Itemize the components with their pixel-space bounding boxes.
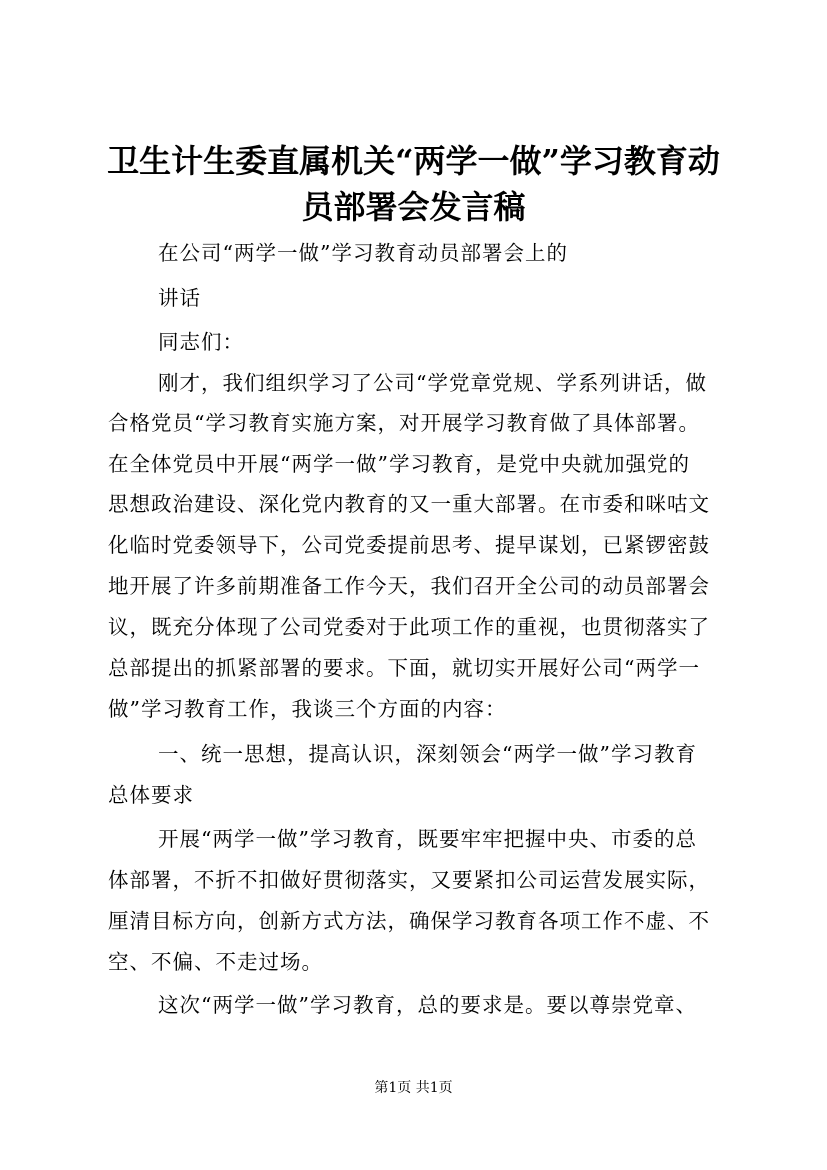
body-line: 在公司“两学一做”学习教育动员部署会上的 bbox=[158, 241, 568, 265]
body-line: 思想政治建设、深化党内教育的又一重大部署。在市委和咪咕文 bbox=[108, 492, 710, 516]
body-line: 开展“两学一做”学习教育，既要牢牢把握中央、市委的总 bbox=[158, 827, 697, 851]
title-line-2: 员部署会发言稿 bbox=[301, 188, 526, 226]
title-line-1: 卫生计生委直属机关“两学一做”学习教育动 bbox=[107, 142, 720, 180]
body-line: 同志们： bbox=[158, 330, 244, 354]
body-line: 化临时党委领导下，公司党委提前思考、提早谋划，已紧锣密鼓 bbox=[108, 533, 710, 557]
body-line: 议，既充分体现了公司党委对于此项工作的重视，也贯彻落实了 bbox=[108, 615, 710, 639]
body-line: 这次“两学一做”学习教育，总的要求是。要以尊崇党章、 bbox=[158, 993, 697, 1017]
page-number: 第1页 共1页 bbox=[374, 1080, 453, 1096]
body-line: 做”学习教育工作，我谈三个方面的内容： bbox=[108, 697, 507, 721]
body-line: 刚才，我们组织学习了公司“学党章党规、学系列讲话，做 bbox=[158, 371, 707, 395]
body-line: 总部提出的抓紧部署的要求。下面，就切实开展好公司“两学一 bbox=[108, 656, 700, 680]
body-line: 空、不偏、不走过场。 bbox=[108, 950, 323, 974]
body-line: 讲话 bbox=[158, 286, 201, 310]
section-heading: 总体要求 bbox=[108, 783, 194, 807]
section-heading: 一、统一思想，提高认识，深刻领会“两学一做”学习教育 bbox=[158, 742, 697, 766]
body-line: 在全体党员中开展“两学一做”学习教育，是党中央就加强党的 bbox=[108, 452, 690, 476]
body-line: 合格党员“学习教育实施方案，对开展学习教育做了具体部署。 bbox=[108, 411, 700, 435]
body-line: 体部署，不折不扣做好贯彻落实，又要紧扣公司运营发展实际， bbox=[108, 868, 710, 892]
body-line: 地开展了许多前期准备工作今天，我们召开全公司的动员部署会 bbox=[108, 574, 710, 598]
body-line: 厘清目标方向，创新方式方法，确保学习教育各项工作不虚、不 bbox=[108, 909, 710, 933]
document-title bbox=[100, 138, 727, 230]
